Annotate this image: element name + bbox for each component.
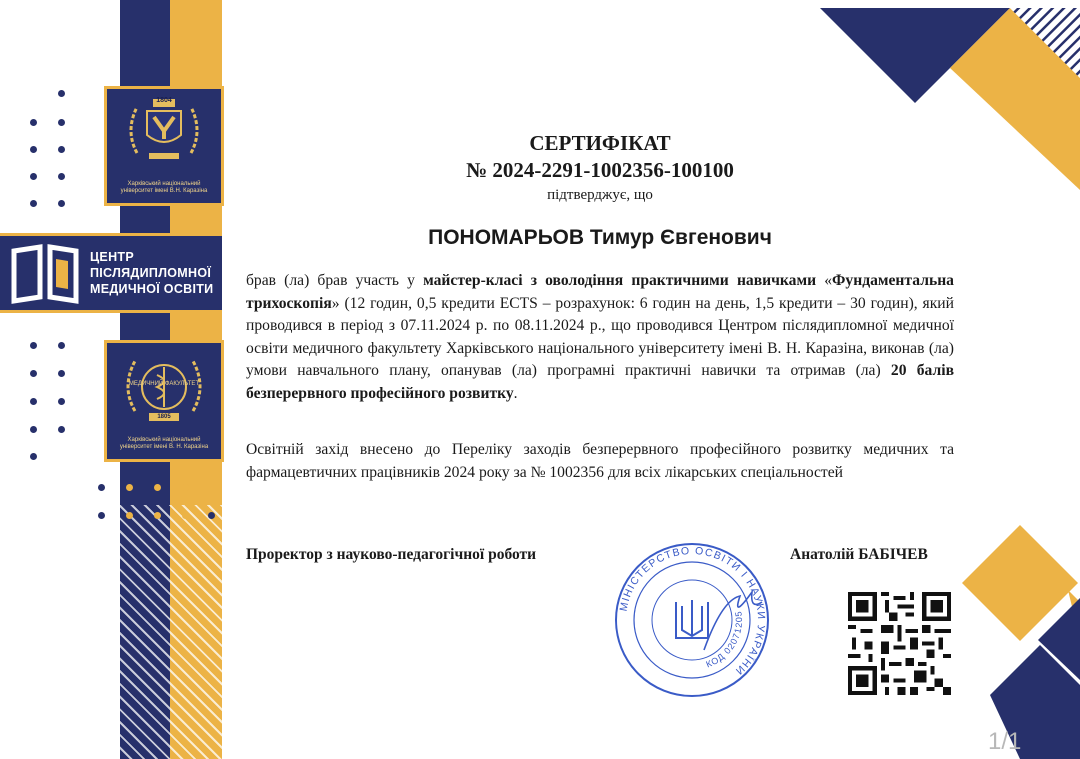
trident-icon — [676, 600, 708, 638]
certificate-body — [246, 270, 954, 405]
signatory-title: Проректор з науково-педагогічної роботи — [246, 546, 537, 563]
body-end: . — [513, 384, 518, 402]
confirms-text: підтверджує, що — [547, 187, 653, 203]
certificate-title: СЕРТИФІКАТ — [529, 131, 671, 155]
signatory-name: Анатолій БАБІЧЕВ — [790, 546, 928, 563]
stamp-outer-text: МІНІСТЕРСТВО ОСВІТИ І НАУКИ УКРАЇНИ — [617, 544, 768, 678]
top-right-decoration — [810, 0, 1080, 200]
faculty-emblem — [104, 340, 224, 462]
recipient-name: ПОНОМАРЬОВ Тимур Євгенович — [428, 226, 772, 249]
official-stamp — [612, 540, 772, 700]
registry-note: Освітній захід внесено до Переліку заходів безперервного професійного розвитку медичних та фармацевтичних працівників 2024 року за № 1002356 для всіх лікарських спеціальностей — [246, 441, 954, 481]
center-name-line3: МЕДИЧНОЇ ОСВІТИ — [90, 282, 214, 296]
faculty-year: 1805 — [157, 414, 171, 420]
faculty-seal-text: МЕДИЧНИЙ ФАКУЛЬТЕТ — [128, 381, 200, 387]
body-details: » (12 годин, 0,5 кредити ECTS – розрахунок: 6 годин на день, 1,5 кредити – 30 годин), який проводився в період з 07.11.2024 р. по 08.11.2024 р., що проводився Центром післядипломної медичної освіти медичного факультету Харківського національного університету імені В. Н. Каразіна, виконав (ла) умови навчального плану, опанував (ла) програмні практичні навички та отримав (ла) — [246, 294, 954, 379]
center-name-line1: ЦЕНТР — [90, 250, 134, 264]
bottom-right-decoration — [960, 520, 1080, 759]
course-name: Фундаментальна трихоскопія — [246, 272, 954, 312]
stripe-hatch-pattern — [120, 505, 222, 759]
faculty-caption: Харківський національний університет імені В. Н. Каразіна — [119, 437, 209, 450]
university-caption: Харківський національний університет імені В.Н. Каразіна — [120, 181, 208, 194]
qr-code[interactable] — [848, 592, 951, 695]
center-name-line2: ПІСЛЯДИПЛОМНОЇ — [90, 266, 212, 280]
course-type: майстер-класі з оволодіння практичними навичками — [423, 272, 817, 289]
center-name — [90, 249, 213, 297]
center-logo-banner — [0, 233, 222, 313]
body-intro: брав (ла) брав участь у — [246, 272, 424, 289]
body-quote-open: « — [816, 272, 833, 289]
university-year: 1804 — [156, 97, 172, 104]
book-logo-icon — [6, 241, 86, 305]
university-emblem — [104, 86, 224, 206]
cpd-points: 20 балів безперервного професійного розвитку — [246, 362, 954, 402]
stamp-code-text: КОД 02071205 — [704, 609, 745, 670]
page-indicator: 1/1 — [988, 728, 1022, 755]
svg-text:КОД 02071205 — [705, 610, 744, 670]
certificate-number: № 2024-2291-1002356-100100 — [466, 158, 734, 182]
